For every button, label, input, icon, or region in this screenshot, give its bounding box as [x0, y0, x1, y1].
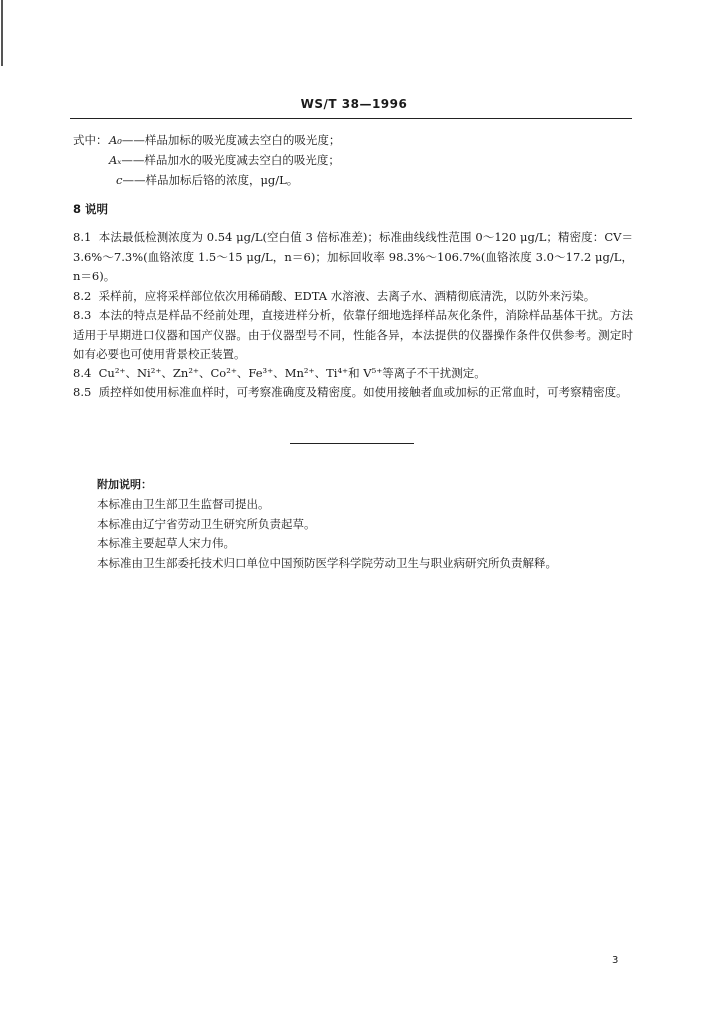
definition-text: 样品加标的吸光度减去空白的吸光度； [144, 133, 341, 147]
page-number: 3 [612, 955, 619, 966]
appendix-title: 附加说明： [97, 478, 152, 491]
definition-dash: —— [121, 133, 145, 147]
definition-item [116, 172, 298, 188]
paragraph-8-4 [73, 364, 633, 384]
definition-dash: —— [121, 153, 145, 167]
paragraph-text: Cu²⁺、Ni²⁺、Zn²⁺、Co²⁺、Fe³⁺、Mn²⁺、Ti⁴⁺和 V⁵⁺等离子不干扰测定。 [98, 366, 486, 380]
section-heading: 8 说明 [73, 202, 109, 216]
appendix-line: 本标准由卫生部委托技术归口单位中国预防医学科学院劳动卫生与职业病研究所负责解释。 [97, 556, 557, 570]
page-edge-mark [1, 0, 3, 66]
definition-symbol: A₀ [109, 133, 122, 147]
appendix-line: 本标准主要起草人宋力伟。 [97, 536, 235, 550]
paragraph-8-3 [73, 306, 633, 365]
paragraph-number: 8.4 [73, 366, 92, 380]
paragraph-text: 本法的特点是样品不经前处理，直接进样分析，依靠仔细地选择样品灰化条件，消除样品基体干扰。方法适用于早期进口仪器和国产仪器。由于仪器型号不同，性能各异，本法提供的仪器操作条件仅供参考。测定时如有必要也可使用背景校正装置。 [73, 308, 633, 361]
appendix-line: 本标准由辽宁省劳动卫生研究所负责起草。 [97, 517, 316, 531]
definition-symbol: c [116, 173, 123, 187]
paragraph-text: 本法最低检测浓度为 0.54 μg/L(空白值 3 倍标准差)；标准曲线线性范围 0～120 μg/L；精密度：CV＝3.6%～7.3%(血铬浓度 1.5～15 μg/L，n＝6)；加标回收率 98.3%～106.7%(血铬浓度 3.0～17.2 μg/L，n＝6)。 [73, 230, 634, 283]
separator-rule [290, 443, 414, 444]
paragraph-8-5 [73, 383, 633, 403]
paragraph-text: 采样前，应将采样部位依次用稀硝酸、EDTA 水溶液、去离子水、酒精彻底清洗，以防外来污染。 [98, 289, 596, 303]
paragraph-8-2 [73, 287, 633, 307]
definition-dash: —— [122, 173, 146, 187]
paragraph-number: 8.2 [73, 289, 92, 303]
paragraph-number: 8.5 [73, 385, 92, 399]
definition-text: 样品加标后铬的浓度，μg/L。 [145, 173, 299, 187]
definition-symbol: Aₓ [109, 153, 122, 167]
paragraph-number: 8.3 [73, 308, 92, 322]
header-rule [70, 118, 632, 119]
definition-text: 样品加水的吸光度减去空白的吸光度； [144, 153, 340, 167]
paragraph-text: 质控样如使用标准血样时，可考察准确度及精密度。如使用接触者血或加标的正常血时，可考察精密度。 [98, 385, 628, 399]
paragraph-8-1 [73, 228, 633, 287]
appendix-line: 本标准由卫生部卫生监督司提出。 [97, 497, 270, 511]
page-header-code: WS/T 38—1996 [300, 97, 408, 111]
definition-item [109, 132, 340, 148]
definitions-intro: 式中： [73, 133, 108, 147]
definition-item [109, 152, 340, 168]
paragraph-number: 8.1 [73, 230, 92, 244]
